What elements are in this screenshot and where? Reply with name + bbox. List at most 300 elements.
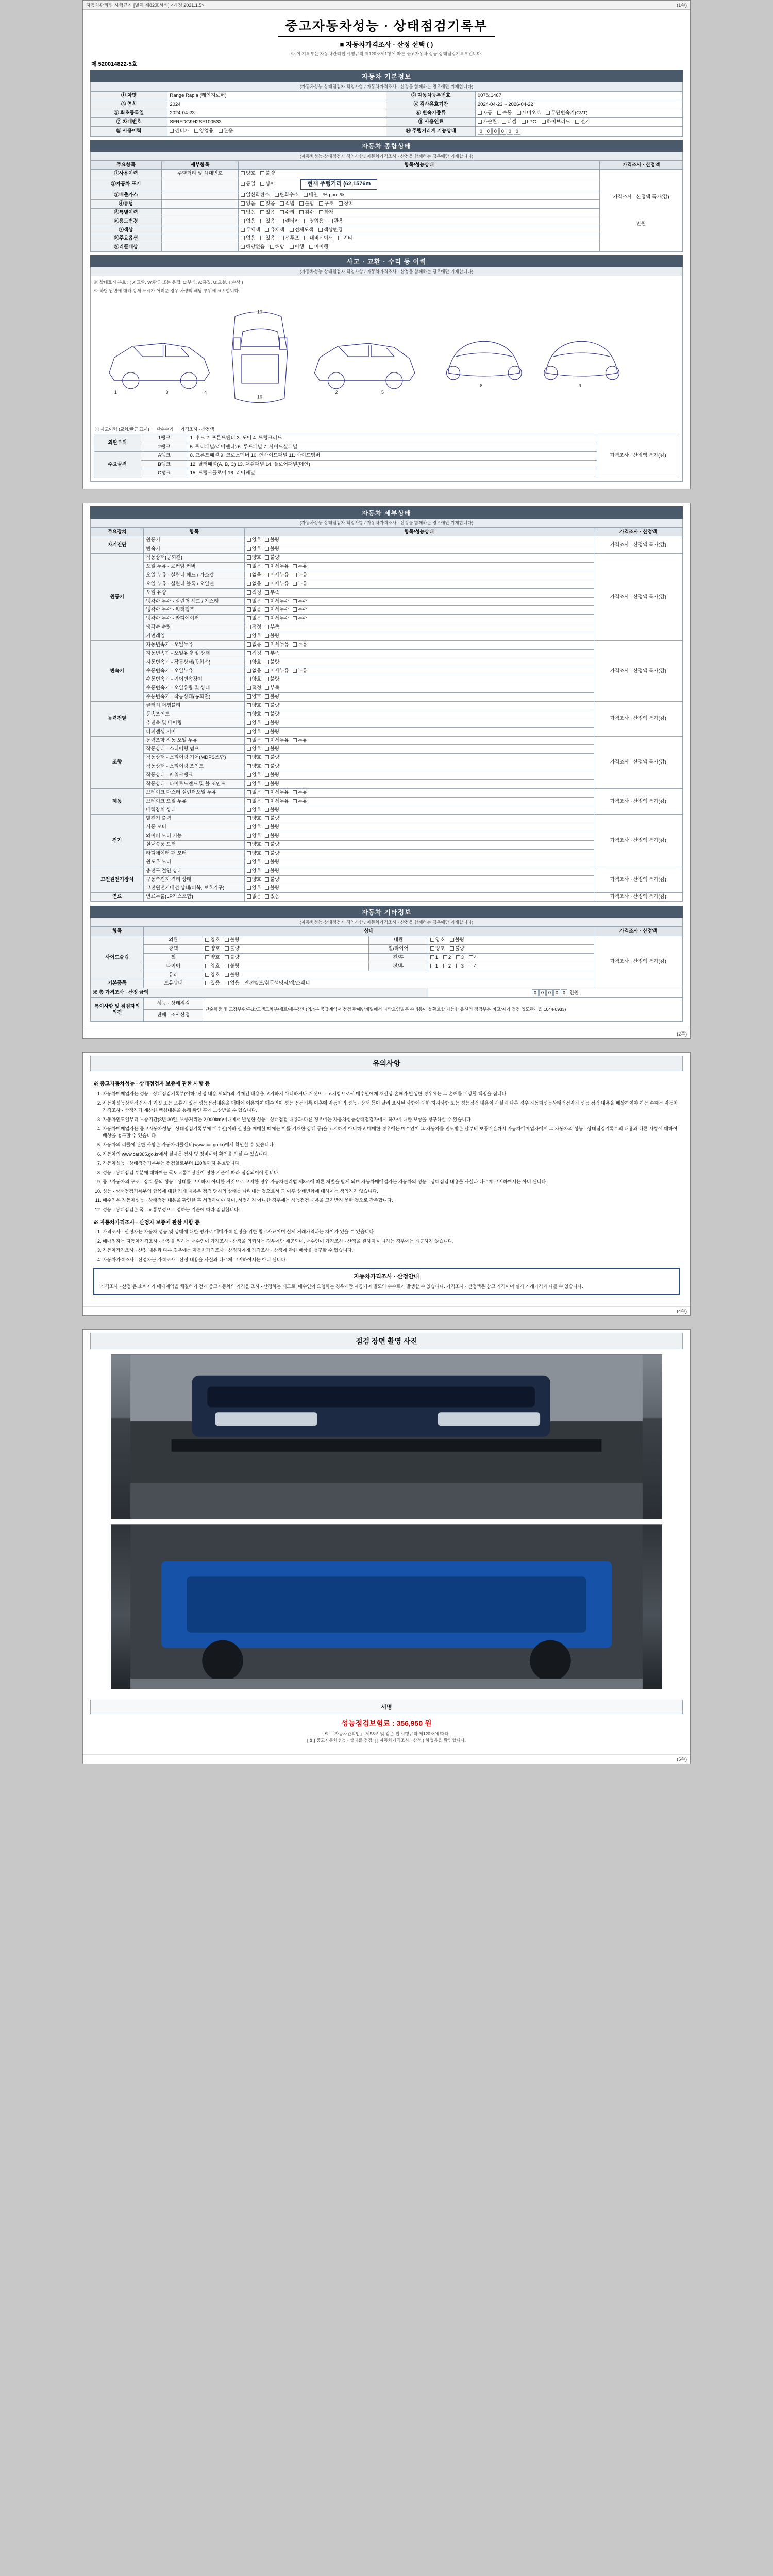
- table-row: [94, 434, 679, 443]
- total-digit: 0: [561, 989, 567, 996]
- signature-box[interactable]: 서명: [90, 1700, 683, 1714]
- checkbox-trans-auto[interactable]: 자동: [478, 110, 492, 116]
- checkbox-누수[interactable]: 누수: [293, 607, 307, 613]
- checkbox-불량[interactable]: 불량: [265, 555, 279, 561]
- remarks-sub-2: 판매 · 조사산정: [144, 1010, 203, 1022]
- state-wheel: [203, 953, 369, 962]
- checkbox-없음[interactable]: 없음: [247, 564, 261, 570]
- row-label-tuning: ④튜닝: [91, 199, 162, 208]
- checkbox-양호[interactable]: 양호: [247, 546, 261, 552]
- checkbox-polish-good[interactable]: 양호: [205, 946, 220, 952]
- checkbox-없음[interactable]: 없음: [247, 738, 261, 744]
- table-row: [91, 936, 683, 945]
- checkbox-누유[interactable]: 누유: [293, 564, 307, 570]
- checkbox-양호[interactable]: 양호: [247, 885, 261, 891]
- damaged-parts-table: [94, 434, 679, 478]
- checkbox-fuel-electric[interactable]: 전기: [575, 119, 590, 125]
- checkbox-양호[interactable]: 양호: [247, 772, 261, 778]
- car-damage-diagram[interactable]: [94, 296, 679, 425]
- checkbox-fuel-gasoline[interactable]: 가솔린: [478, 119, 497, 125]
- inspection-photo-underbody[interactable]: [111, 1524, 662, 1689]
- page-number-3: (4쪽): [677, 1309, 687, 1314]
- checkbox-tuning-illegal[interactable]: 불법: [299, 201, 314, 207]
- photo-underbody-render: [111, 1525, 662, 1689]
- checkbox-불량[interactable]: 불량: [265, 877, 279, 883]
- checkbox-recall-na[interactable]: 해당없음: [241, 244, 265, 250]
- checkbox-usage-rental[interactable]: 렌터카: [170, 128, 189, 134]
- checkbox-미세누유[interactable]: 미세누유: [265, 572, 289, 579]
- checkbox-tuning-yes[interactable]: 있음: [260, 201, 275, 207]
- device-item-label: 오일 누유 - 로커암 커버: [144, 563, 244, 571]
- remarks-sub-1: 성능 · 상태점검: [144, 998, 203, 1010]
- device-item-label: 실내송풍 모터: [144, 841, 244, 850]
- field-label-fuel: ⑧ 사용연료: [386, 117, 475, 126]
- checkbox-적정[interactable]: 적정: [247, 624, 261, 631]
- checkbox-co[interactable]: 일산화탄소: [241, 192, 270, 198]
- table-header-row: [91, 927, 683, 936]
- checkbox-불량[interactable]: 불량: [265, 755, 279, 761]
- checkbox-special-fire[interactable]: 화재: [319, 210, 333, 216]
- sub-label-wheel-tire: 휠/타이어: [369, 944, 428, 953]
- checkbox-fuel-hybrid[interactable]: 하이브리드: [542, 119, 570, 125]
- checkbox-exterior-good[interactable]: 양호: [205, 937, 220, 943]
- total-digit: 0: [532, 989, 539, 996]
- device-item-label: 작동상태 - 스티어링 조인트: [144, 762, 244, 771]
- checkbox-적정[interactable]: 적정: [247, 685, 261, 691]
- device-item-label: 발전기 출력: [144, 815, 244, 823]
- page-number: (1쪽): [677, 3, 687, 8]
- footer-legal-line-1: ※ 「자동차관리법」 제58조 및 같은 법 시행규칙 제120조에 따라: [324, 1731, 449, 1737]
- checkbox-trans-cvt[interactable]: 무단변속기(CVT): [546, 110, 587, 116]
- checkbox-tuning-device[interactable]: 장치: [339, 201, 353, 207]
- checkbox-interior-good[interactable]: 양호: [430, 937, 445, 943]
- checkbox-미세누유[interactable]: 미세누유: [265, 790, 289, 796]
- field-value-inspection-valid: 2024-04-23 ~ 2026-04-22: [475, 100, 682, 109]
- checkbox-color-achromatic[interactable]: 무채색: [241, 227, 260, 233]
- checkbox-누유[interactable]: 누유: [293, 581, 307, 587]
- checkbox-양호[interactable]: 양호: [247, 720, 261, 726]
- checkbox-color-chromatic[interactable]: 유채색: [265, 227, 284, 233]
- checkbox-미세누수[interactable]: 미세누수: [265, 607, 289, 613]
- device-item-label: 시동 모터: [144, 823, 244, 832]
- sub-label-interior: 내관: [369, 936, 428, 945]
- row-state-color: [239, 226, 600, 234]
- table-row: [91, 178, 683, 191]
- rank-label: C랭크: [141, 469, 188, 478]
- device-item-label: 윈도우 모터: [144, 858, 244, 867]
- row-state-recall: [239, 243, 600, 252]
- checkbox-양호[interactable]: 양호: [247, 746, 261, 752]
- checkbox-부족[interactable]: 부족: [265, 685, 279, 691]
- checkbox-tire-good[interactable]: 양호: [205, 963, 220, 970]
- overall-state-table: [90, 161, 683, 252]
- checkbox-usage-government[interactable]: 관용: [219, 128, 233, 134]
- legend-simple-repair: 단순수리: [156, 427, 174, 432]
- device-item-label: 연료누출(LP가스포함): [144, 893, 244, 902]
- checkbox-wheel-pos-4[interactable]: 4: [469, 955, 477, 961]
- form-code: 자동차관리법 시행규칙 [별지 제82호서식] <개정 2021.1.5>: [86, 3, 205, 8]
- checkbox-없음[interactable]: 없음: [247, 616, 261, 622]
- device-item-state: [244, 597, 594, 606]
- row-label-emission: ③배출가스: [91, 191, 162, 200]
- col-head-other-price: 가격조사 · 산정액: [594, 927, 682, 936]
- rank-label: B랭크: [141, 460, 188, 469]
- checkbox-불량[interactable]: 불량: [265, 720, 279, 726]
- checkbox-polish-bad[interactable]: 불량: [225, 946, 239, 952]
- checkbox-color-fullpaint[interactable]: 전체도색: [290, 227, 314, 233]
- device-group-price: 가격조사 · 산정액 특가(감): [594, 788, 682, 815]
- checkbox-미세누유[interactable]: 미세누유: [265, 642, 289, 648]
- checkbox-wheeltire-bad[interactable]: 불량: [450, 946, 464, 952]
- device-group-price: 가격조사 · 산정액 특가(감): [594, 536, 682, 554]
- guide-body: "가격조사 · 산정"은 소비자가 매매계약을 체결하기 전에 중고자동차의 가격을 조사 · 산정하는 제도로, 매수인이 요청하는 경우에만 제공되며 별도의 수수료가 발생할 수 있습니다. 가격조사 · 산정액은 참고 가격이며 실제 거래가격과 다를 수 있습니다.: [99, 1284, 583, 1290]
- total-digit-group: [532, 989, 568, 996]
- checkbox-trans-semi[interactable]: 세미오토: [517, 110, 541, 116]
- checkbox-불량[interactable]: 불량: [265, 729, 279, 735]
- col-head-other-state: 상태: [144, 927, 594, 936]
- device-item-label: 오일 누유 - 실린더 블록 / 오일팬: [144, 580, 244, 588]
- page-number-4: (5쪽): [677, 1756, 687, 1762]
- device-group-label: 제동: [91, 788, 144, 815]
- checkbox-양호[interactable]: 양호: [247, 703, 261, 709]
- table-row: [91, 100, 683, 109]
- table-row: [94, 460, 679, 469]
- checkbox-bad[interactable]: 불량: [260, 171, 275, 177]
- device-item-label: 원동기: [144, 536, 244, 545]
- checkbox-없음[interactable]: 없음: [247, 668, 261, 674]
- rank-label: 1랭크: [141, 434, 188, 443]
- checkbox-option-yes[interactable]: 있음: [260, 235, 275, 242]
- svg-text:10: 10: [257, 309, 262, 315]
- checkbox-불량[interactable]: 불량: [265, 859, 279, 866]
- row-sub-tuning: [161, 199, 238, 208]
- checkbox-tire-pos-4[interactable]: 4: [469, 963, 477, 970]
- field-label-year: ③ 연식: [91, 100, 167, 109]
- checkbox-불량[interactable]: 불량: [265, 546, 279, 552]
- device-item-state: [244, 684, 594, 693]
- row-label-vin-mark: ②자동차 표기: [91, 178, 162, 191]
- checkbox-usechange-commercial[interactable]: 영업용: [304, 218, 324, 225]
- checkbox-양호[interactable]: 양호: [247, 676, 261, 683]
- checkbox-양호[interactable]: 양호: [247, 755, 261, 761]
- device-item-label: 라디에이터 팬 모터: [144, 849, 244, 858]
- sub-label-possession: 보유상태: [144, 979, 203, 988]
- checkbox-없음[interactable]: 없음: [247, 599, 261, 605]
- device-item-state: [244, 615, 594, 623]
- checkbox-usechange-yes[interactable]: 있음: [260, 218, 275, 225]
- detail-state-table: [90, 528, 683, 902]
- checkbox-tuning-legal[interactable]: 적법: [280, 201, 294, 207]
- table-row: [91, 170, 683, 178]
- notice-item: 6. 자동차의 www.car365.go.kr에서 실제를 검사 및 정비이력 확인을 하실 수 있습니다.: [103, 1151, 680, 1158]
- checkbox-tire-pos-3[interactable]: 3: [456, 963, 464, 970]
- parts-group-frame: 주요골격: [94, 451, 141, 478]
- checkbox-recall-done[interactable]: 이행: [290, 244, 304, 250]
- sub-label-tire-pos: 전/후: [369, 962, 428, 971]
- parts-list: 5. 쿼터패널(리어펜더) 6. 루프패널 7. 사이드실패널: [188, 443, 597, 452]
- device-item-state: [244, 640, 594, 649]
- device-item-state: [244, 667, 594, 675]
- checkbox-tuning-structure[interactable]: 구조: [319, 201, 333, 207]
- checkbox-exterior-bad[interactable]: 불량: [225, 937, 239, 943]
- device-item-label: 오일 누유 - 실린더 헤드 / 가스켓: [144, 571, 244, 580]
- field-value-vin: SFRFDG9H2SF100533: [167, 117, 386, 126]
- checkbox-누수[interactable]: 누수: [293, 616, 307, 622]
- checkbox-불량[interactable]: 불량: [265, 703, 279, 709]
- device-group-label: 고전원전기장치: [91, 867, 144, 893]
- checkbox-불량[interactable]: 불량: [265, 694, 279, 700]
- device-group-price: 가격조사 · 산정액 특가(감): [594, 893, 682, 902]
- total-digit: 0: [539, 989, 546, 996]
- page-2-strip: [83, 1029, 690, 1038]
- checkbox-양호[interactable]: 양호: [247, 807, 261, 814]
- checkbox-usechange-rental[interactable]: 렌터카: [280, 218, 299, 225]
- checkbox-미세누유[interactable]: 미세누유: [265, 738, 289, 744]
- table-row: [91, 208, 683, 217]
- remarks-label: 특이사항 및 점검자의 의견: [91, 998, 144, 1022]
- page-3: [82, 1052, 691, 1316]
- checkbox-usechange-none[interactable]: 없음: [241, 218, 255, 225]
- checkbox-없음[interactable]: 없음: [247, 572, 261, 579]
- checkbox-미세누유[interactable]: 미세누유: [265, 668, 289, 674]
- checkbox-wheeltire-good[interactable]: 양호: [430, 946, 445, 952]
- table-row: [91, 867, 683, 875]
- checkbox-있음[interactable]: 있음: [265, 894, 279, 900]
- device-item-label: 냉각수 수량: [144, 623, 244, 632]
- device-item-state: [244, 536, 594, 545]
- notice-body: [90, 1071, 683, 1299]
- table-row: [91, 815, 683, 823]
- field-label-odometer-status: ⑭ 주행거리계 기능상태: [386, 126, 475, 136]
- checkbox-basic-none[interactable]: 없음: [225, 980, 239, 987]
- checkbox-누유[interactable]: 누유: [293, 738, 307, 744]
- checkbox-불량[interactable]: 불량: [265, 842, 279, 848]
- checkbox-불량[interactable]: 불량: [265, 885, 279, 891]
- checkbox-wheel-pos-1[interactable]: 1: [430, 955, 438, 961]
- device-item-label: 와이퍼 모터 기능: [144, 832, 244, 841]
- checkbox-불량[interactable]: 불량: [265, 816, 279, 822]
- device-item-state: [244, 632, 594, 641]
- checkbox-불량[interactable]: 불량: [265, 659, 279, 666]
- checkbox-미세누유[interactable]: 미세누유: [265, 799, 289, 805]
- checkbox-same[interactable]: 동일: [241, 181, 255, 188]
- checkbox-부족[interactable]: 부족: [265, 590, 279, 596]
- device-group-label: 조향: [91, 736, 144, 788]
- checkbox-양호[interactable]: 양호: [247, 859, 261, 866]
- checkbox-양호[interactable]: 양호: [247, 842, 261, 848]
- checkbox-양호[interactable]: 양호: [247, 555, 261, 561]
- checkbox-recall-notdone[interactable]: 미이행: [309, 244, 329, 250]
- checkbox-fuel-lpg[interactable]: LPG: [522, 119, 536, 125]
- checkbox-불량[interactable]: 불량: [265, 772, 279, 778]
- checkbox-glass-good[interactable]: 양호: [205, 972, 220, 978]
- checkbox-양호[interactable]: 양호: [247, 764, 261, 770]
- device-group-price: 가격조사 · 산정액 특가(감): [594, 815, 682, 867]
- field-value-transmission: [475, 109, 682, 117]
- page-1-strip: [83, 1, 690, 10]
- checkbox-불량[interactable]: 불량: [265, 781, 279, 787]
- checkbox-wheel-bad[interactable]: 불량: [225, 955, 239, 961]
- table-row: [91, 191, 683, 200]
- checkbox-option-sunroof[interactable]: 선루프: [280, 235, 299, 242]
- checkbox-미세누유[interactable]: 미세누유: [265, 581, 289, 587]
- total-digit: 0: [553, 989, 560, 996]
- device-group-price: 가격조사 · 산정액 특가(감): [594, 736, 682, 788]
- row-sub-options: [161, 234, 238, 243]
- sub-label-tire: 타이어: [144, 962, 203, 971]
- checkbox-trans-manual[interactable]: 수동: [497, 110, 512, 116]
- checkbox-양호[interactable]: 양호: [247, 824, 261, 831]
- checkbox-special-none[interactable]: 없음: [241, 210, 255, 216]
- checkbox-누수[interactable]: 누수: [293, 599, 307, 605]
- checkbox-불량[interactable]: 불량: [265, 537, 279, 544]
- title-underline: [278, 36, 495, 37]
- checkbox-없음[interactable]: 없음: [247, 894, 261, 900]
- checkbox-불량[interactable]: 불량: [265, 833, 279, 839]
- checkbox-wheel-pos-3[interactable]: 3: [456, 955, 464, 961]
- photo-area: [90, 1349, 683, 1700]
- checkbox-불량[interactable]: 불량: [265, 824, 279, 831]
- checkbox-tire-bad[interactable]: 불량: [225, 963, 239, 970]
- checkbox-양호[interactable]: 양호: [247, 816, 261, 822]
- checkbox-usage-commercial[interactable]: 영업용: [194, 128, 214, 134]
- checkbox-없음[interactable]: 없음: [247, 581, 261, 587]
- checkbox-wheel-pos-2[interactable]: 2: [443, 955, 451, 961]
- checkbox-불량[interactable]: 불량: [265, 633, 279, 639]
- checkbox-wheel-good[interactable]: 양호: [205, 955, 220, 961]
- checkbox-tuning-none[interactable]: 없음: [241, 201, 255, 207]
- checkbox-option-none[interactable]: 없음: [241, 235, 255, 242]
- checkbox-tire-pos-1[interactable]: 1: [430, 963, 438, 970]
- checkbox-usechange-gov[interactable]: 관용: [329, 218, 343, 225]
- footer-legal-line-2: [ ⊻ ] 중고자동차성능 · 상태를 점검, [ ] 자동차가격조사 · 산정 } 하였음을 확인합니다.: [307, 1738, 466, 1743]
- device-item-state: [244, 867, 594, 875]
- checkbox-good[interactable]: 양호: [241, 171, 255, 177]
- checkbox-불량[interactable]: 불량: [265, 746, 279, 752]
- parts-list: 1. 후드 2. 프론트팬더 3. 도어 4. 트렁크리드: [188, 434, 597, 443]
- table-header-row: [91, 161, 683, 170]
- col-head-state: 항목/성능상태: [239, 161, 600, 170]
- notice-item: 2. 매매업자는 자동차가격조사 · 산정을 원하는 매수인이 가격조사 · 산정을 의뢰하는 경우에만 제공되며, 매수인이 가격조사 · 산정을 원하지 아니하는 경우에는 제공하지 않습니다.: [103, 1238, 680, 1245]
- checkbox-special-flood[interactable]: 침수: [299, 210, 314, 216]
- odometer-digit: 0: [514, 128, 520, 135]
- checkbox-없음[interactable]: 없음: [247, 799, 261, 805]
- checkbox-option-navigation[interactable]: 내비게이션: [304, 235, 333, 242]
- device-item-state: [244, 893, 594, 902]
- checkbox-interior-bad[interactable]: 불량: [450, 937, 464, 943]
- total-digit: 0: [546, 989, 553, 996]
- checkbox-미세누유[interactable]: 미세누유: [265, 564, 289, 570]
- device-item-state: [244, 563, 594, 571]
- checkbox-양호[interactable]: 양호: [247, 659, 261, 666]
- checkbox-양호[interactable]: 양호: [247, 781, 261, 787]
- device-item-label: 수동변속기 - 오일누유: [144, 667, 244, 675]
- checkbox-양호[interactable]: 양호: [247, 537, 261, 544]
- checkbox-적정[interactable]: 적정: [247, 590, 261, 596]
- field-value-first-reg: 2024-04-23: [167, 109, 386, 117]
- checkbox-양호[interactable]: 양호: [247, 729, 261, 735]
- checkbox-없음[interactable]: 없음: [247, 607, 261, 613]
- checkbox-미세누수[interactable]: 미세누수: [265, 616, 289, 622]
- checkbox-tire-pos-2[interactable]: 2: [443, 963, 451, 970]
- checkbox-양호[interactable]: 양호: [247, 868, 261, 874]
- device-item-label: 수동변속기 - 작동상태(공회전): [144, 693, 244, 702]
- checkbox-없음[interactable]: 없음: [247, 790, 261, 796]
- checkbox-부족[interactable]: 부족: [265, 651, 279, 657]
- checkbox-special-yes[interactable]: 있음: [260, 210, 275, 216]
- checkbox-hc[interactable]: 탄화수소: [275, 192, 299, 198]
- row-sub-recall: [161, 243, 238, 252]
- checkbox-적정[interactable]: 적정: [247, 651, 261, 657]
- table-row: [91, 788, 683, 797]
- checkbox-glass-bad[interactable]: 불량: [225, 972, 239, 978]
- checkbox-불량[interactable]: 불량: [265, 868, 279, 874]
- checkbox-recall-yes[interactable]: 해당: [270, 244, 284, 250]
- checkbox-불량[interactable]: 불량: [265, 807, 279, 814]
- checkbox-different[interactable]: 상이: [260, 181, 275, 188]
- checkbox-불량[interactable]: 불량: [265, 711, 279, 718]
- sub-label-exterior: 외관: [144, 936, 203, 945]
- checkbox-불량[interactable]: 불량: [265, 676, 279, 683]
- checkbox-없음[interactable]: 없음: [247, 642, 261, 648]
- section-detail-state-note: (자동차성능·상태점검자 책임사항 / 자동차가격조사 · 산정을 함께하는 경우에만 기재합니다): [90, 519, 683, 528]
- rank-label: 2랭크: [141, 443, 188, 452]
- checkbox-fuel-diesel[interactable]: 디젤: [502, 119, 516, 125]
- row-sub-color: [161, 226, 238, 234]
- notice-item: 3. 자동차가격조사 · 산정 내용과 다른 경우에는 자동차가격조사 · 산정자에게 가격조사 · 산정에 관한 배상을 청구할 수 있습니다.: [103, 1247, 680, 1255]
- other-price-cell: 가격조사 · 산정액 특가(감): [594, 936, 682, 988]
- device-item-state: [244, 762, 594, 771]
- field-value-carname: Range Rapla (레인지로버): [167, 92, 386, 100]
- field-label-vin: ⑦ 차대번호: [91, 117, 167, 126]
- notice-list-seller: [103, 1091, 680, 1214]
- checkbox-basic-have[interactable]: 있음: [205, 980, 220, 987]
- checkbox-누유[interactable]: 누유: [293, 572, 307, 579]
- device-group-price: 가격조사 · 산정액 특가(감): [594, 702, 682, 737]
- table-row: [91, 998, 683, 1010]
- checkbox-양호[interactable]: 양호: [247, 877, 261, 883]
- remarks-text[interactable]: 단순하중 및 도장부위/특소/도색도차부/세트/세부장치(외/4부 중급계약서 점검 판매단계별에서 파악오염별은 수리동이 불확보할 가능한 옵션의 점검부분 비고/자기 점검 업도관리을 1044-0933): [203, 998, 683, 1022]
- checkbox-누유[interactable]: 누유: [293, 799, 307, 805]
- notice-item: 5. 자동차의 리콜에 관한 사항은 자동차리콜센터(www.car.go.kr)에서 확인할 수 있습니다.: [103, 1142, 680, 1149]
- svg-text:1: 1: [114, 389, 117, 395]
- notice-item: 8. 성능 · 상태점검 부분에 대하여는 국토교통부장관이 정한 기준에 따라 점검되어야 합니다.: [103, 1170, 680, 1177]
- device-item-state: [244, 571, 594, 580]
- checkbox-부족[interactable]: 부족: [265, 624, 279, 631]
- checkbox-불량[interactable]: 불량: [265, 851, 279, 857]
- checkbox-smoke[interactable]: 매연: [304, 192, 318, 198]
- checkbox-양호[interactable]: 양호: [247, 633, 261, 639]
- checkbox-불량[interactable]: 불량: [265, 764, 279, 770]
- checkbox-누유[interactable]: 누유: [293, 642, 307, 648]
- rank-label: A랭크: [141, 451, 188, 460]
- checkbox-option-etc[interactable]: 기타: [338, 235, 352, 242]
- checkbox-누유[interactable]: 누유: [293, 668, 307, 674]
- odometer-digit: 0: [478, 128, 484, 135]
- checkbox-special-repair[interactable]: 수리: [280, 210, 294, 216]
- inspection-photo-front[interactable]: [111, 1354, 662, 1519]
- checkbox-양호[interactable]: 양호: [247, 851, 261, 857]
- checkbox-미세누수[interactable]: 미세누수: [265, 599, 289, 605]
- checkbox-양호[interactable]: 양호: [247, 694, 261, 700]
- checkbox-color-changed[interactable]: 색상변경: [318, 227, 343, 233]
- car-diagram-svg: [94, 296, 679, 425]
- checkbox-양호[interactable]: 양호: [247, 711, 261, 718]
- checkbox-누유[interactable]: 누유: [293, 790, 307, 796]
- device-item-state: [244, 797, 594, 806]
- col-head-other-item: 항목: [91, 927, 144, 936]
- checkbox-양호[interactable]: 양호: [247, 833, 261, 839]
